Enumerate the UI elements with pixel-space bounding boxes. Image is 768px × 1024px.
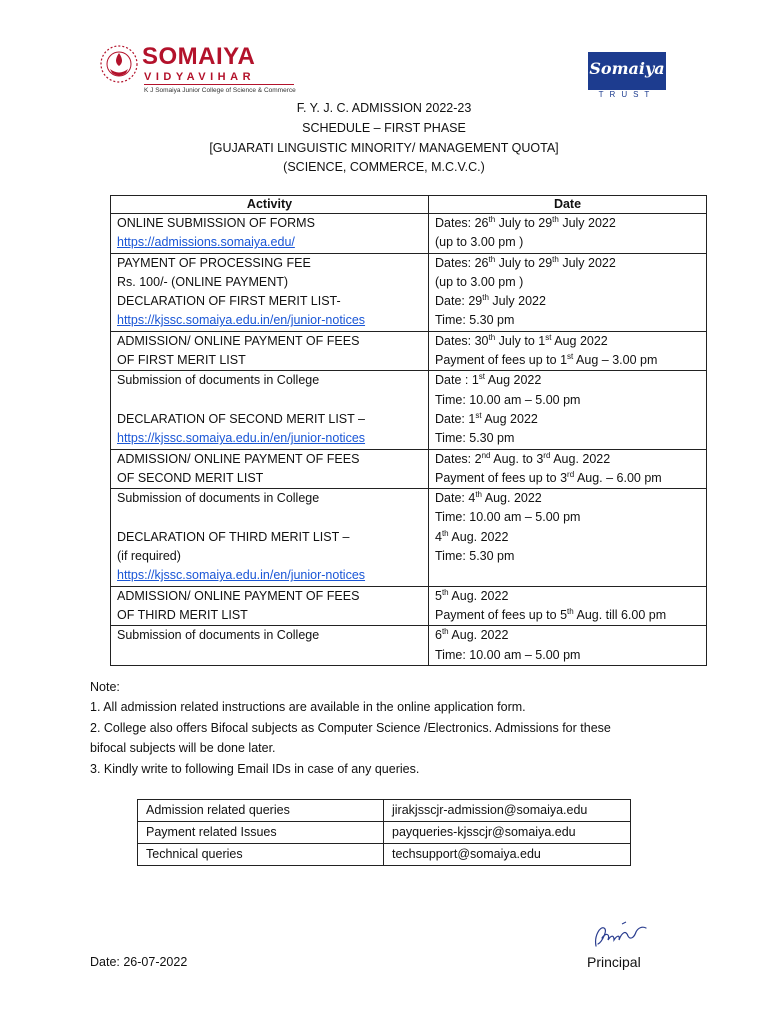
somaiya-vidyavihar-logo	[98, 40, 308, 102]
date-line: Dates: 26th July to 29th July 2022	[435, 215, 616, 230]
date-line: Time: 10.00 am – 5.00 pm	[435, 647, 581, 662]
activity-line: ADMISSION/ ONLINE PAYMENT OF FEES	[117, 451, 360, 466]
schedule-row	[111, 331, 707, 371]
schedule-row	[111, 371, 707, 449]
date-cell	[429, 489, 707, 586]
date-line: Dates: 2nd Aug. to 3rd Aug. 2022	[435, 450, 611, 466]
date-cell	[429, 253, 707, 331]
activity-line: PAYMENT OF PROCESSING FEE	[117, 255, 311, 270]
activity-line: DECLARATION OF FIRST MERIT LIST-	[117, 294, 341, 309]
date-cell	[429, 214, 707, 254]
activity-line: OF THIRD MERIT LIST	[117, 607, 248, 622]
activity-line: Submission of documents in College	[117, 373, 320, 388]
contact-row	[138, 822, 631, 844]
contact-email: jirakjsscjr-admission@somaiya.edu	[384, 800, 631, 822]
activity-line: DECLARATION OF THIRD MERIT LIST –	[117, 529, 350, 544]
date-line: (up to 3.00 pm )	[435, 274, 524, 289]
activity-cell	[111, 214, 429, 254]
date-cell	[429, 371, 707, 449]
date-line: Date: 4th Aug. 2022	[435, 490, 542, 506]
contact-email: payqueries-kjsscjr@somaiya.edu	[384, 822, 631, 844]
brand-divider	[144, 84, 294, 85]
activity-line: Rs. 100/- (ONLINE PAYMENT)	[117, 274, 289, 289]
schedule-header-row	[111, 196, 707, 214]
trust-logo-box: Somaiya	[588, 52, 666, 88]
note-line-2: 2. College also offers Bifocal subjects as Computer Science /Electronics. Admissions for these	[90, 721, 611, 735]
document-title: F. Y. J. C. ADMISSION 2022-23	[296, 101, 472, 115]
note-heading: Note:	[90, 680, 120, 694]
principal-signature-icon	[592, 918, 652, 952]
trust-label: TRUST	[598, 90, 656, 99]
date-line: Dates: 26th July to 29th July 2022	[435, 254, 616, 270]
schedule-row	[111, 489, 707, 586]
schedule-row	[111, 586, 707, 626]
date-line: Payment of fees up to 3rd Aug. – 6.00 pm	[435, 469, 662, 485]
activity-line: DECLARATION OF SECOND MERIT LIST –	[117, 411, 365, 426]
activity-line: ONLINE SUBMISSION OF FORMS	[117, 216, 315, 230]
schedule-row	[111, 449, 707, 489]
date-line: 6th Aug. 2022	[435, 627, 509, 643]
document-date: Date: 26-07-2022	[90, 955, 188, 969]
signatory-title: Principal	[587, 954, 641, 970]
activity-line: OF SECOND MERIT LIST	[117, 470, 264, 485]
note-line-4: 3. Kindly write to following Email IDs in case of any queries.	[90, 762, 420, 776]
contact-label: Technical queries	[138, 844, 384, 866]
notice-link[interactable]: https://kjssc.somaiya.edu.in/en/junior-notices	[117, 568, 366, 583]
note-line-1: 1. All admission related instructions are available in the online application form.	[90, 700, 526, 714]
contact-label: Payment related Issues	[138, 822, 384, 844]
schedule-row	[111, 214, 707, 254]
date-line: Time: 5.30 pm	[435, 431, 515, 446]
date-line: Time: 5.30 pm	[435, 313, 515, 328]
college-name: K J Somaiya Junior College of Science & Commerce	[144, 87, 296, 94]
schedule-row	[111, 626, 707, 666]
contact-label: Admission related queries	[138, 800, 384, 822]
note-line-3: bifocal subjects will be done later.	[90, 741, 276, 755]
activity-cell	[111, 371, 429, 449]
date-column-header: Date	[429, 196, 707, 214]
contact-row	[138, 800, 631, 822]
activity-line: Submission of documents in College	[117, 628, 320, 643]
date-line: 5th Aug. 2022	[435, 587, 509, 603]
activity-line: ADMISSION/ ONLINE PAYMENT OF FEES	[117, 333, 360, 348]
date-line: Date: 29th July 2022	[435, 293, 546, 309]
activity-column-header: Activity	[111, 196, 429, 214]
quota-subtitle: [GUJARATI LINGUISTIC MINORITY/ MANAGEMENT QUOTA]	[209, 141, 559, 155]
date-line: Time: 10.00 am – 5.00 pm	[435, 510, 581, 525]
activity-line	[117, 646, 422, 665]
activity-line: (if required)	[117, 549, 181, 564]
notice-link[interactable]: https://kjssc.somaiya.edu.in/en/junior-notices	[117, 431, 366, 446]
somaiya-emblem-icon	[98, 40, 140, 100]
streams-subtitle: (SCIENCE, COMMERCE, M.C.V.C.)	[283, 160, 485, 174]
contact-table	[137, 799, 631, 866]
date-line: Time: 10.00 am – 5.00 pm	[435, 392, 581, 407]
date-line: Payment of fees up to 1st Aug – 3.00 pm	[435, 352, 658, 368]
brand-name: SOMAIYA	[142, 43, 256, 70]
activity-cell	[111, 586, 429, 626]
activity-line: OF FIRST MERIT LIST	[117, 353, 246, 368]
activity-cell	[111, 489, 429, 586]
date-line: Date : 1st Aug 2022	[435, 372, 542, 388]
date-cell	[429, 449, 707, 489]
contact-email: techsupport@somaiya.edu	[384, 844, 631, 866]
activity-cell	[111, 331, 429, 371]
date-cell	[429, 586, 707, 626]
date-line: Date: 1st Aug 2022	[435, 410, 538, 426]
schedule-table	[110, 195, 707, 666]
activity-line	[117, 508, 422, 527]
date-cell	[429, 331, 707, 371]
schedule-row	[111, 253, 707, 331]
activity-cell	[111, 449, 429, 489]
activity-cell	[111, 253, 429, 331]
activity-cell	[111, 626, 429, 666]
date-line: Time: 5.30 pm	[435, 549, 515, 564]
date-line: Dates: 30th July to 1st Aug 2022	[435, 332, 608, 348]
activity-line: Submission of documents in College	[117, 491, 320, 506]
notice-link[interactable]: https://kjssc.somaiya.edu.in/en/junior-notices	[117, 313, 366, 328]
contact-row	[138, 844, 631, 866]
activity-line	[117, 391, 422, 410]
date-line	[435, 566, 700, 585]
somaiya-trust-logo	[583, 52, 671, 100]
date-line: 4th Aug. 2022	[435, 528, 509, 544]
activity-line: ADMISSION/ ONLINE PAYMENT OF FEES	[117, 588, 360, 603]
brand-subtitle: VIDYAVIHAR	[144, 71, 256, 83]
date-cell	[429, 626, 707, 666]
notice-link[interactable]: https://admissions.somaiya.edu/	[117, 235, 295, 250]
date-line: Payment of fees up to 5th Aug. till 6.00 pm	[435, 606, 667, 622]
date-line: (up to 3.00 pm )	[435, 235, 524, 250]
schedule-subtitle: SCHEDULE – FIRST PHASE	[302, 121, 466, 135]
